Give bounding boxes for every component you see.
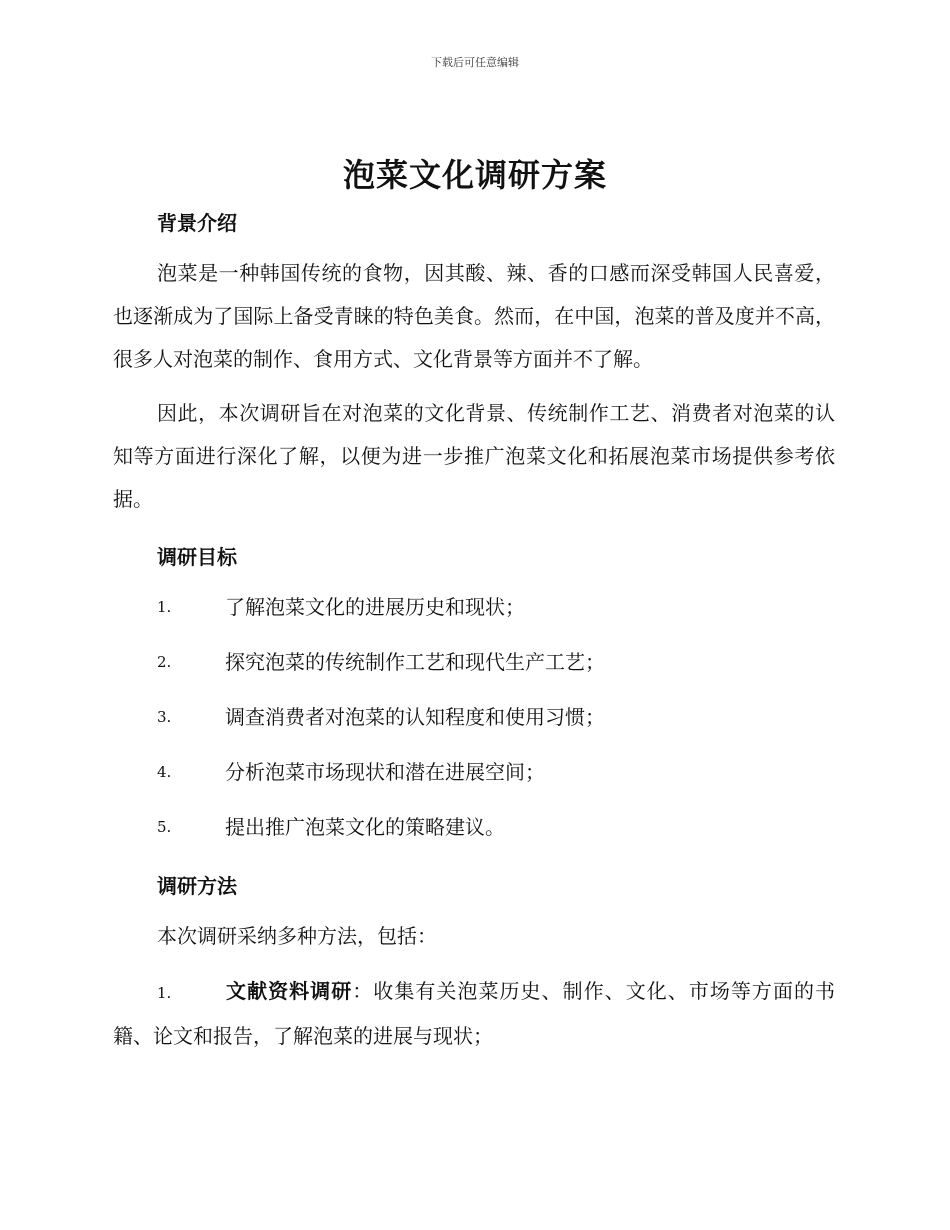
- list-text: 探究泡菜的传统制作工艺和现代生产工艺；: [225, 650, 605, 674]
- method-description: ：收集有关泡菜历史、制作、文化、市场等方面的书籍、论文和报告，了解泡菜的进展与现状；: [113, 979, 836, 1048]
- section-heading-goals: 调研目标: [157, 545, 237, 569]
- goal-list-item: [113, 751, 835, 794]
- goal-list-item: [113, 696, 835, 739]
- list-text: 分析泡菜市场现状和潜在进展空间；: [225, 760, 545, 784]
- method-list-item: [113, 970, 835, 1058]
- background-paragraph: 泡菜是一种韩国传统的食物，因其酸、辣、香的口感而深受韩国人民喜爱，也逐渐成为了国际上备受青睐的特色美食。然而，在中国，泡菜的普及度并不高，很多人对泡菜的制作、食用方式、文化背景等方面并不了解。: [113, 261, 835, 371]
- list-text: 调查消费者对泡菜的认知程度和使用习惯；: [225, 705, 605, 729]
- list-number: 5.: [157, 818, 172, 836]
- list-text: 提出推广泡菜文化的策略建议。: [225, 815, 505, 839]
- list-number: 2.: [157, 653, 172, 671]
- document-title: 泡菜文化调研方案: [342, 156, 607, 194]
- goal-list-item: [113, 806, 835, 849]
- section-heading-methods: 调研方法: [157, 874, 237, 898]
- list-text: 了解泡菜文化的进展历史和现状；: [225, 595, 525, 619]
- list-number: 1.: [157, 598, 172, 616]
- list-number: 3.: [157, 708, 172, 726]
- list-number: 1.: [157, 984, 172, 1002]
- method-label: 文献资料调研: [225, 979, 353, 1003]
- goal-list-item: [113, 641, 835, 684]
- goal-list-item: [113, 586, 835, 629]
- background-paragraph: 因此，本次调研旨在对泡菜的文化背景、传统制作工艺、消费者对泡菜的认知等方面进行深化了解，以便为进一步推广泡菜文化和拓展泡菜市场提供参考依据。: [113, 401, 835, 511]
- section-heading-background: 背景介绍: [157, 211, 237, 235]
- list-number: 4.: [157, 763, 172, 781]
- methods-intro: 本次调研采纳多种方法，包括：: [157, 924, 437, 948]
- header-note: 下载后可任意编辑: [431, 56, 519, 69]
